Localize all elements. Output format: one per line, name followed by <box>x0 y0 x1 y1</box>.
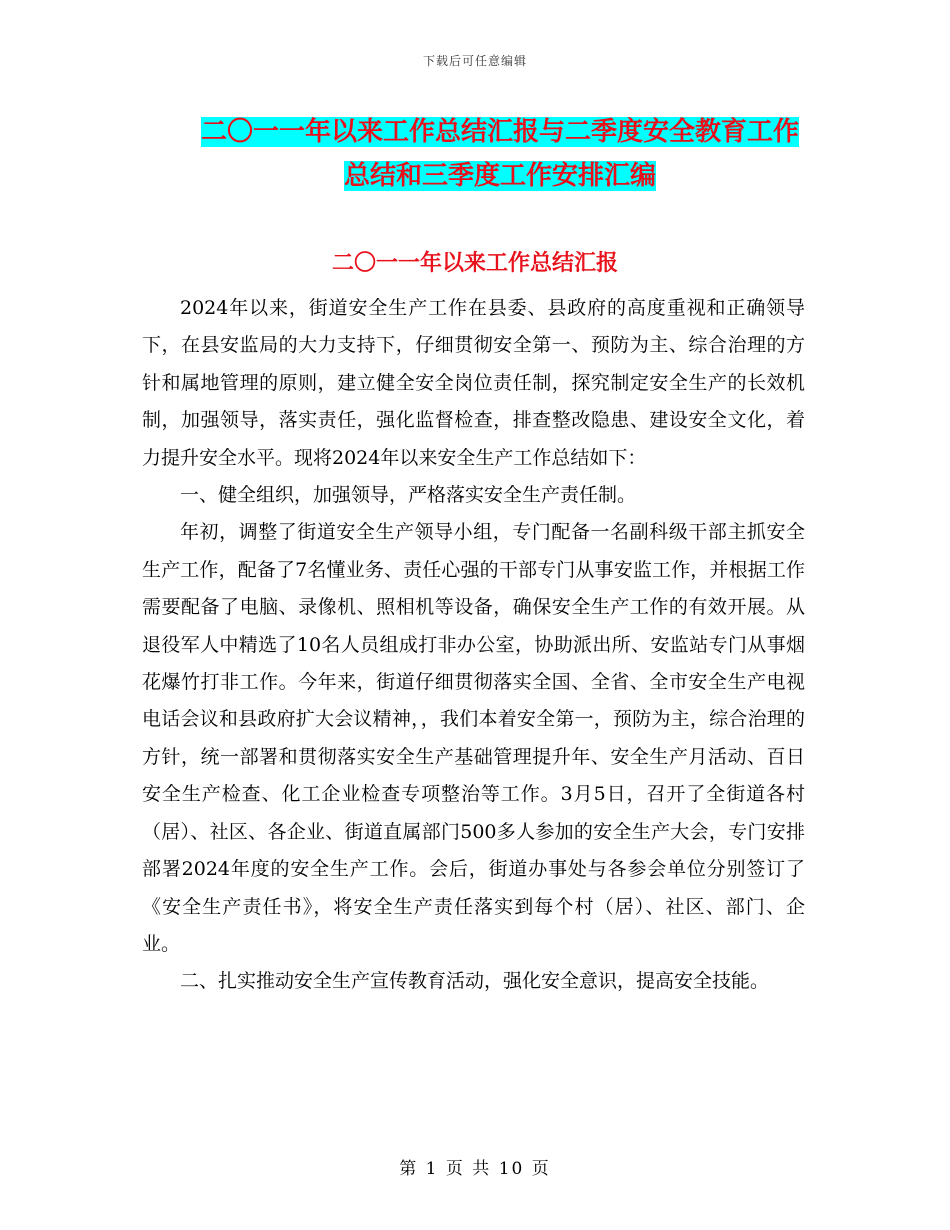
page-header-note: 下载后可任意编辑 <box>422 54 527 68</box>
document-title-line-1: 二〇一一年以来工作总结汇报与二季度安全教育工作 <box>200 117 799 147</box>
paragraph: 2024年以来，街道安全生产工作在县委、县政府的高度重视和正确领导下，在县安监局的大力支持下，仔细贯彻安全第一、预防为主、综合治理的方针和属地管理的原则，建立健全安全岗位责任制，探究制定安全生产的长效机制，加强领导，落实责任，强化监督检查，排查整改隐患、建设安全文化，着力提升安全水平。现将2024年以来安全生产工作总结如下： <box>142 297 805 469</box>
paragraph: 一、健全组织，加强领导，严格落实安全生产责任制。 <box>180 484 637 507</box>
page-number: 第 1 页 共 10 页 <box>399 1159 551 1179</box>
document-title <box>140 110 860 198</box>
document-title-line-2: 总结和三季度工作安排汇编 <box>343 161 656 191</box>
section-title: 二〇一一年以来工作总结汇报 <box>331 251 618 276</box>
body-text <box>142 290 805 1001</box>
paragraph: 二、扎实推动安全生产宣传教育活动，强化安全意识，提高安全技能。 <box>180 970 770 993</box>
paragraph: 年初，调整了街道安全生产领导小组，专门配备一名副科级干部主抓安全生产工作，配备了7名懂业务、责任心强的干部专门从事安监工作，并根据工作需要配备了电脑、录像机、照相机等设备，确保安全生产工作的有效开展。从退役军人中精选了10名人员组成打非办公室，协助派出所、安监站专门从事烟花爆竹打非工作。今年来，街道仔细贯彻落实全国、全省、全市安全生产电视电话会议和县政府扩大会议精神，，我们本着安全第一，预防为主，综合治理的方针，统一部署和贯彻落实安全生产基础管理提升年、安全生产月活动、百日安全生产检查、化工企业检查专项整治等工作。3月5日，召开了全街道各村（居）、社区、各企业、街道直属部门500多人参加的安全生产大会，专门安排部署2024年度的安全生产工作。会后，街道办事处与各参会单位分别签订了《安全生产责任书》，将安全生产责任落实到每个村（居）、社区、部门、企业。 <box>142 521 805 955</box>
